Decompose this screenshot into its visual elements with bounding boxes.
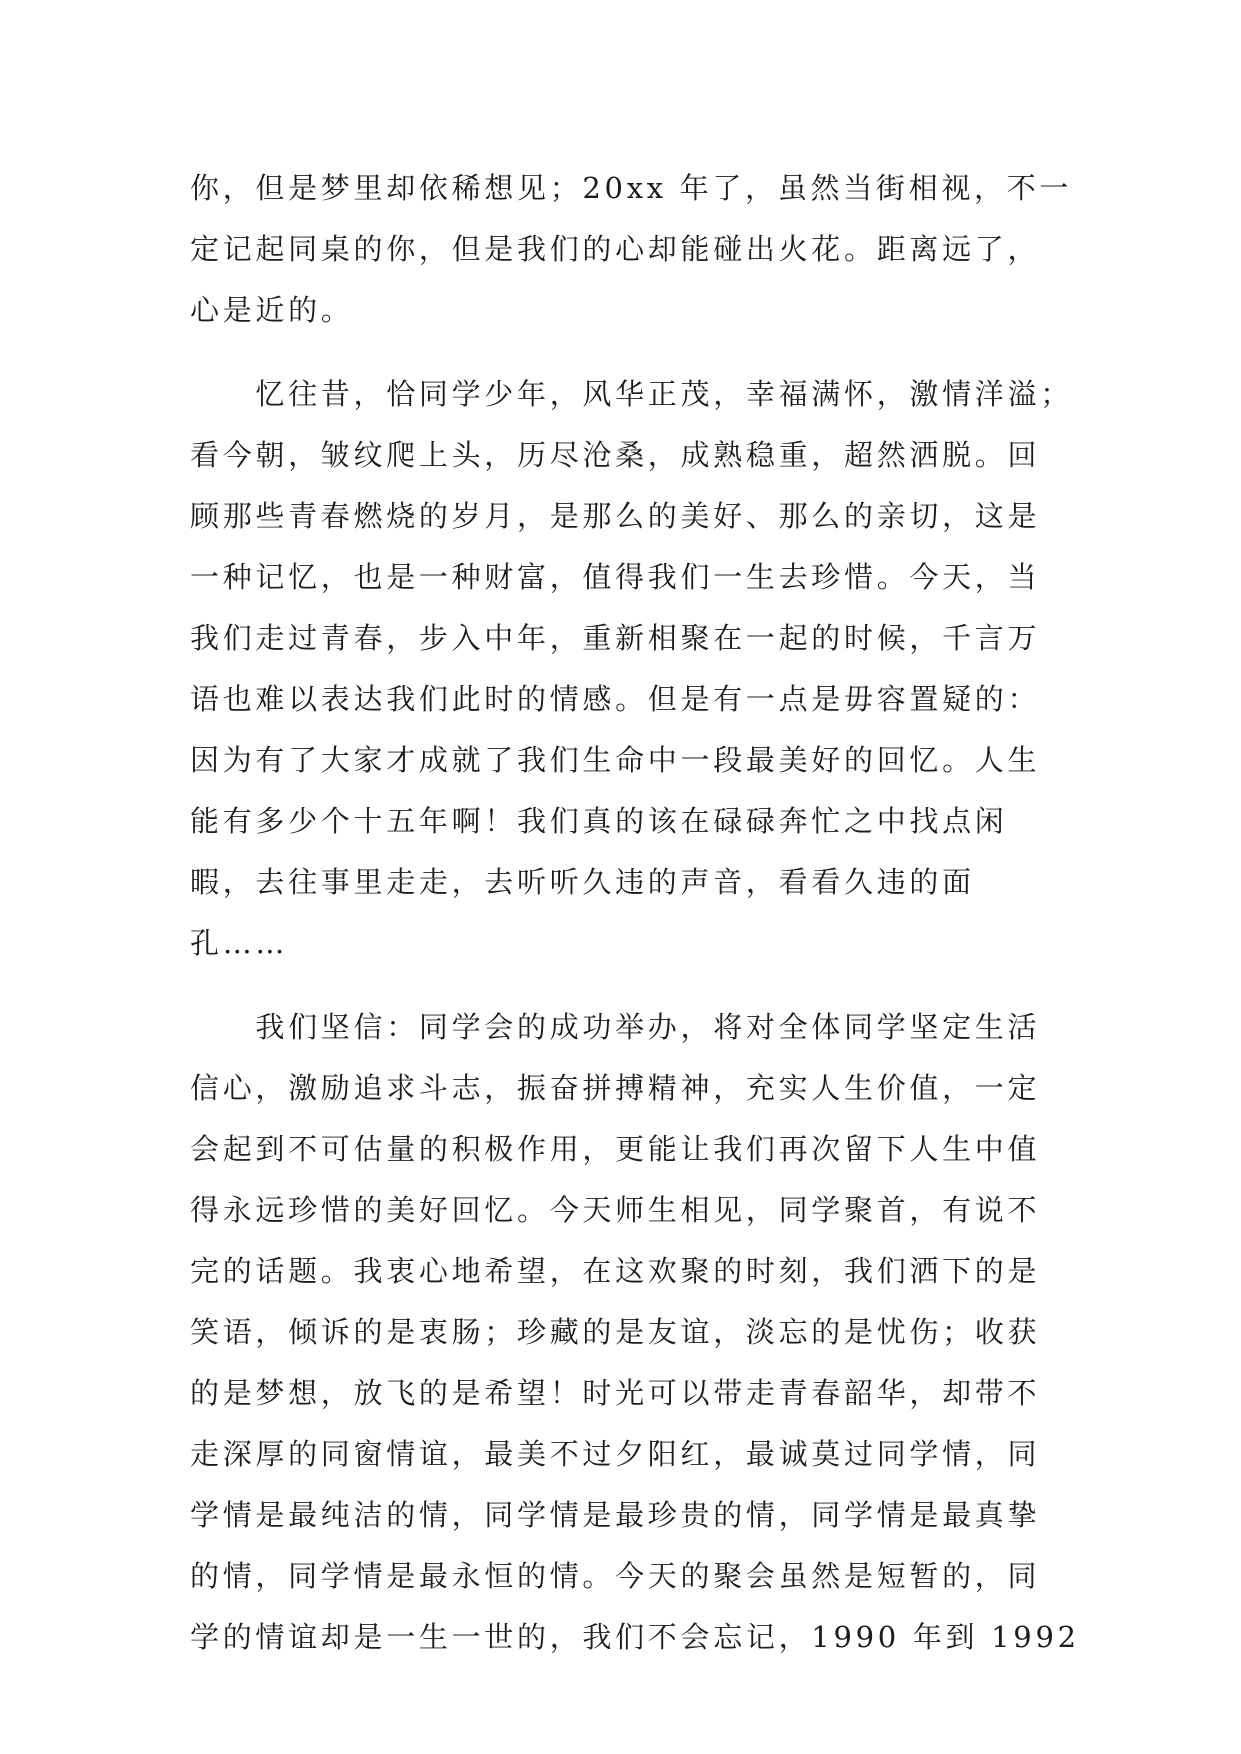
text-line: 顾那些青春燃烧的岁月，是那么的美好、那么的亲切，这是 [190, 499, 1041, 533]
text-line: 的情，同学情是最永恒的情。今天的聚会虽然是短暂的，同 [190, 1559, 1041, 1593]
text-line: 得永远珍惜的美好回忆。今天师生相见，同学聚首，有说不 [190, 1193, 1041, 1227]
text-line: 因为有了大家才成就了我们生命中一段最美好的回忆。人生 [190, 743, 1041, 777]
text-line: 暇，去往事里走走，去听听久违的声音，看看久违的面 [190, 865, 975, 899]
text-line: 完的话题。我衷心地希望，在这欢聚的时刻，我们洒下的是 [190, 1254, 1041, 1288]
paragraph [190, 997, 1080, 1668]
text-line: 走深厚的同窗情谊，最美不过夕阳红，最诚莫过同学情，同 [190, 1437, 1041, 1471]
text-line: 定记起同桌的你，但是我们的心却能碰出火花。距离远了， [190, 232, 1041, 266]
document-body [190, 158, 1080, 1668]
text-line: 忆往昔，恰同学少年，风华正茂，幸福满怀，激情洋溢； [190, 377, 1073, 411]
paragraph-spacing [190, 974, 1056, 997]
text-line: 我们走过青春，步入中年，重新相聚在一起的时候，千言万 [190, 621, 1041, 655]
text-line: 心是近的。 [190, 293, 354, 327]
paragraph [190, 364, 1073, 974]
paragraph [190, 158, 1073, 341]
text-line: 一种记忆，也是一种财富，值得我们一生去珍惜。今天，当 [190, 560, 1041, 594]
text-line: 的是梦想，放飞的是希望！时光可以带走青春韶华，却带不 [190, 1376, 1041, 1410]
text-line: 看今朝，皱纹爬上头，历尽沧桑，成熟稳重，超然洒脱。回 [190, 438, 1041, 472]
text-line: 笑语，倾诉的是衷肠；珍藏的是友谊，淡忘的是忧伤；收获 [190, 1315, 1041, 1349]
text-line: 学情是最纯洁的情，同学情是最珍贵的情，同学情是最真挚 [190, 1498, 1041, 1532]
text-line: 孔…… [190, 926, 289, 960]
paragraph-spacing [190, 341, 1056, 364]
text-line: 信心，激励追求斗志，振奋拼搏精神，充实人生价值，一定 [190, 1071, 1041, 1105]
text-line: 会起到不可估量的积极作用，更能让我们再次留下人生中值 [190, 1132, 1041, 1166]
text-line: 你，但是梦里却依稀想见；20xx 年了，虽然当街相视，不一 [190, 171, 1073, 205]
text-line: 语也难以表达我们此时的情感。但是有一点是毋容置疑的： [190, 682, 1041, 716]
text-line: 学的情谊却是一生一世的，我们不会忘记，1990 年到 1992 [190, 1620, 1080, 1654]
text-line: 能有多少个十五年啊！我们真的该在碌碌奔忙之中找点闲 [190, 804, 1008, 838]
text-line: 我们坚信：同学会的成功举办，将对全体同学坚定生活 [190, 1010, 1041, 1044]
